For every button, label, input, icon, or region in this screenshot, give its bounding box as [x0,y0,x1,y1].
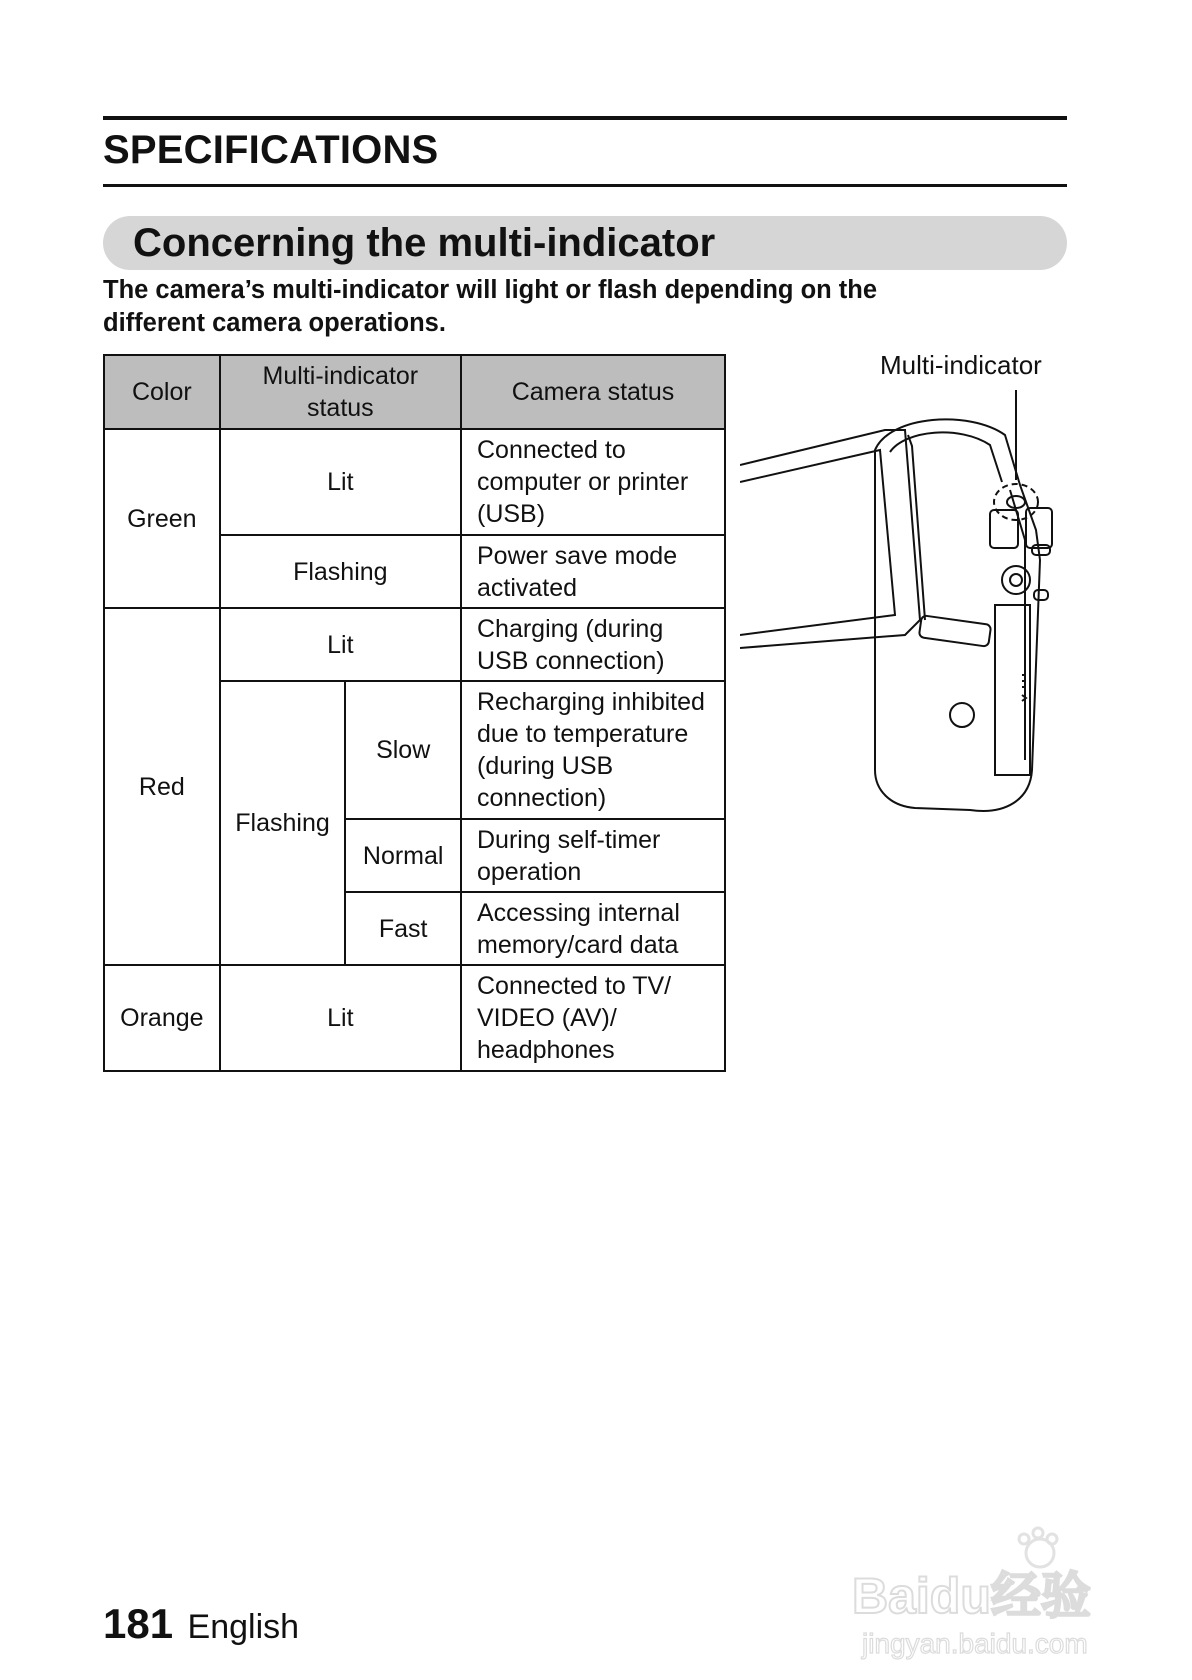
status-line: Connected to [477,436,626,464]
color-red: Red [104,608,220,965]
header-color: Color [104,355,220,429]
status-line: USB connection) [477,646,665,675]
status-line: headphones [477,1036,615,1064]
camera-status-cell [461,819,725,892]
status-line: memory/card data [477,930,679,959]
status-line: During self-timer [477,825,661,854]
page-language: English [187,1608,300,1646]
section-heading: SPECIFICATIONS [103,128,439,172]
table-row [104,429,725,535]
table-row [104,965,725,1071]
status-cell: Flashing [220,535,461,608]
page-footer [103,1600,299,1648]
camera-status-cell [461,535,725,608]
status-line: due to temperature [477,720,689,748]
record-button [950,703,974,727]
header-camera-status: Camera status [461,355,725,429]
camera-illustration [740,390,1070,830]
status-cell: Lit [220,608,461,681]
top-rule [103,116,1067,120]
status-line: activated [477,573,578,602]
camera-status-cell [461,608,725,681]
baidu-watermark [840,1525,1140,1665]
status-line: connection) [477,784,607,812]
heading-rule [103,184,1067,187]
header-indicator-line-1: Multi-indicator [262,362,419,390]
status-line: (during USB [477,752,614,780]
status-line: Accessing internal [477,898,680,927]
watermark-brand: Baidu经验 [852,1568,1091,1624]
speed-cell: Fast [345,892,461,965]
page-number: 181 [103,1600,174,1647]
header-indicator-line-2: status [306,394,374,422]
intro-line-1: The camera’s multi-indicator will light or flash depending on the [103,276,878,304]
speed-cell: Slow [345,681,461,819]
camera-status-cell [461,681,725,819]
status-line: Power save mode [477,541,678,570]
subsection-title: Concerning the multi-indicator [133,221,716,265]
status-line: operation [477,857,582,886]
watermark-url: jingyan.baidu.com [862,1628,1088,1659]
status-line: (USB) [477,500,546,528]
status-line: Charging (during [477,614,664,643]
intro-line-2: different camera operations. [103,309,446,337]
table-row [104,608,725,681]
status-line: Connected to TV/ [477,972,672,1000]
status-line: computer or printer [477,468,689,496]
table-header-row [104,355,725,429]
indicator-table [103,354,726,1072]
color-green: Green [104,429,220,608]
status-line: VIDEO (AV)/ [477,1004,617,1032]
indicator-highlight [994,484,1038,520]
status-cell: Lit [220,965,461,1071]
speed-cell: Normal [345,819,461,892]
intro-paragraph [103,274,1003,340]
indicator-lamp [1007,496,1025,508]
header-indicator-status [220,355,461,429]
status-line: Recharging inhibited [477,688,705,716]
color-orange: Orange [104,965,220,1071]
subsection-banner [103,216,1067,270]
camera-status-cell [461,429,725,535]
camera-status-cell [461,892,725,965]
status-cell: Flashing [220,681,346,965]
camera-status-cell [461,965,725,1071]
status-cell: Lit [220,429,461,535]
multi-indicator-callout: Multi-indicator [880,350,1042,380]
zoom-button-left [990,510,1018,548]
